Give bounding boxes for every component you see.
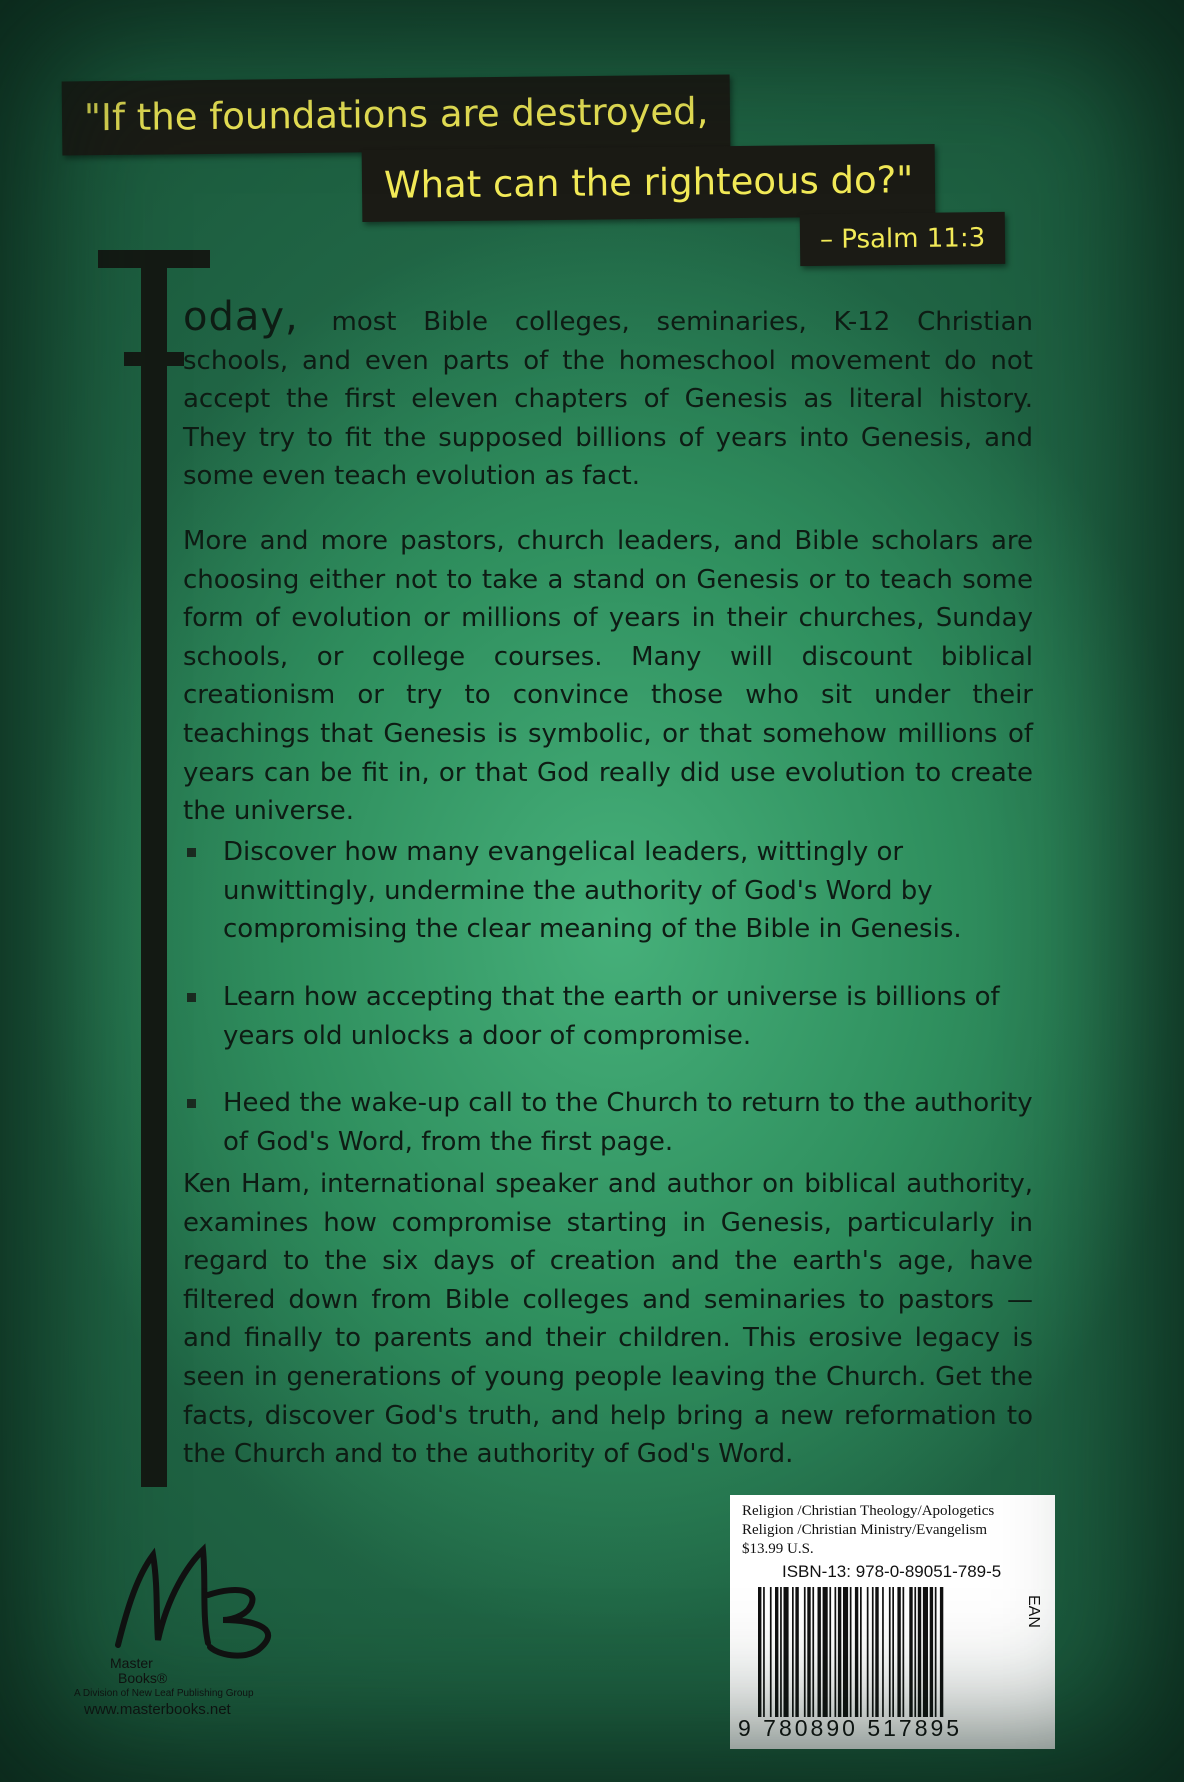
bullet-item bbox=[183, 978, 1033, 1055]
price-label: $13.99 U.S. bbox=[742, 1541, 814, 1557]
bullet-text: Discover how many evangelical leaders, wittingly or unwittingly, undermine the authority of God's Word by compromising the clear meaning of the Bible in Genesis. bbox=[223, 837, 962, 945]
bullet-list-2 bbox=[183, 978, 1033, 1055]
bullet-item bbox=[183, 833, 1033, 949]
intro-text: most Bible colleges, seminaries, K-12 Christian schools, and even parts of the homeschool movement do not accept the first eleven chapters of Genesis as literal history. They try to fit the supposed billions of years into Genesis, and some even teach evolution as fact. bbox=[183, 307, 1033, 492]
bullet-item bbox=[183, 1084, 1033, 1161]
publisher-name-line-1: Master bbox=[110, 1655, 153, 1671]
barcode-digits: 9 780890 517895 bbox=[738, 1715, 963, 1741]
intro-lead-word: oday, bbox=[183, 294, 299, 340]
bullet-square-icon bbox=[187, 848, 196, 857]
dropcap-t-serif bbox=[124, 352, 184, 366]
category-1: Religion /Christian Theology/Apologetics bbox=[742, 1503, 995, 1519]
barcode-bars-icon bbox=[754, 1587, 1004, 1717]
category-2: Religion /Christian Ministry/Evangelism bbox=[742, 1522, 987, 1538]
publisher-division: A Division of New Leaf Publishing Group bbox=[74, 1688, 254, 1699]
bullet-text: Heed the wake-up call to the Church to return to the authority of God's Word, from the first page. bbox=[223, 1088, 1033, 1157]
bullet-square-icon bbox=[187, 993, 196, 1002]
dropcap-t-stem bbox=[141, 250, 167, 1487]
barcode-panel bbox=[730, 1495, 1055, 1749]
intro-paragraph bbox=[183, 294, 1033, 496]
bullet-text: Learn how accepting that the earth or universe is billions of years old unlocks a door of compromise. bbox=[223, 982, 1000, 1051]
publisher-logo bbox=[70, 1535, 300, 1725]
publisher-name-line-2: Books® bbox=[118, 1670, 168, 1686]
quote-citation: – Psalm 11:3 bbox=[800, 212, 1006, 266]
ean-label: EAN bbox=[1025, 1595, 1042, 1628]
publisher-url[interactable]: www.masterbooks.net bbox=[84, 1701, 231, 1718]
body-paragraph-2: More and more pastors, church leaders, and Bible scholars are choosing either not to take a stand on Genesis or to teach some form of evolution or millions of years in their churches, Sunday schools, or college courses. Many will discount biblical creationism or try to convince those who sit under their teachings that Genesis is symbolic, or that somehow millions of years can be fit in, or that God really did use evolution to create the universe. bbox=[183, 526, 1033, 827]
quote-line-2: What can the righteous do?" bbox=[362, 144, 936, 222]
bullet-list-3 bbox=[183, 1084, 1033, 1161]
bullet-list-1 bbox=[183, 833, 1033, 949]
body-paragraph-3: Ken Ham, international speaker and author on biblical authority, examines how compromise starting in Genesis, particularly in regard to the six days of creation and the earth's age, have filtered down from Bible colleges and seminaries to pastors —and finally to parents and their children. This erosive legacy is seen in generations of young people leaving the Church. Get the facts, discover God's truth, and help bring a new reformation to the Church and to the authority of God's Word. bbox=[183, 1169, 1033, 1470]
isbn-label: ISBN-13: 978-0-89051-789-5 bbox=[782, 1562, 1002, 1581]
bullet-square-icon bbox=[187, 1099, 196, 1108]
quote-line-1: "If the foundations are destroyed, bbox=[62, 75, 731, 156]
